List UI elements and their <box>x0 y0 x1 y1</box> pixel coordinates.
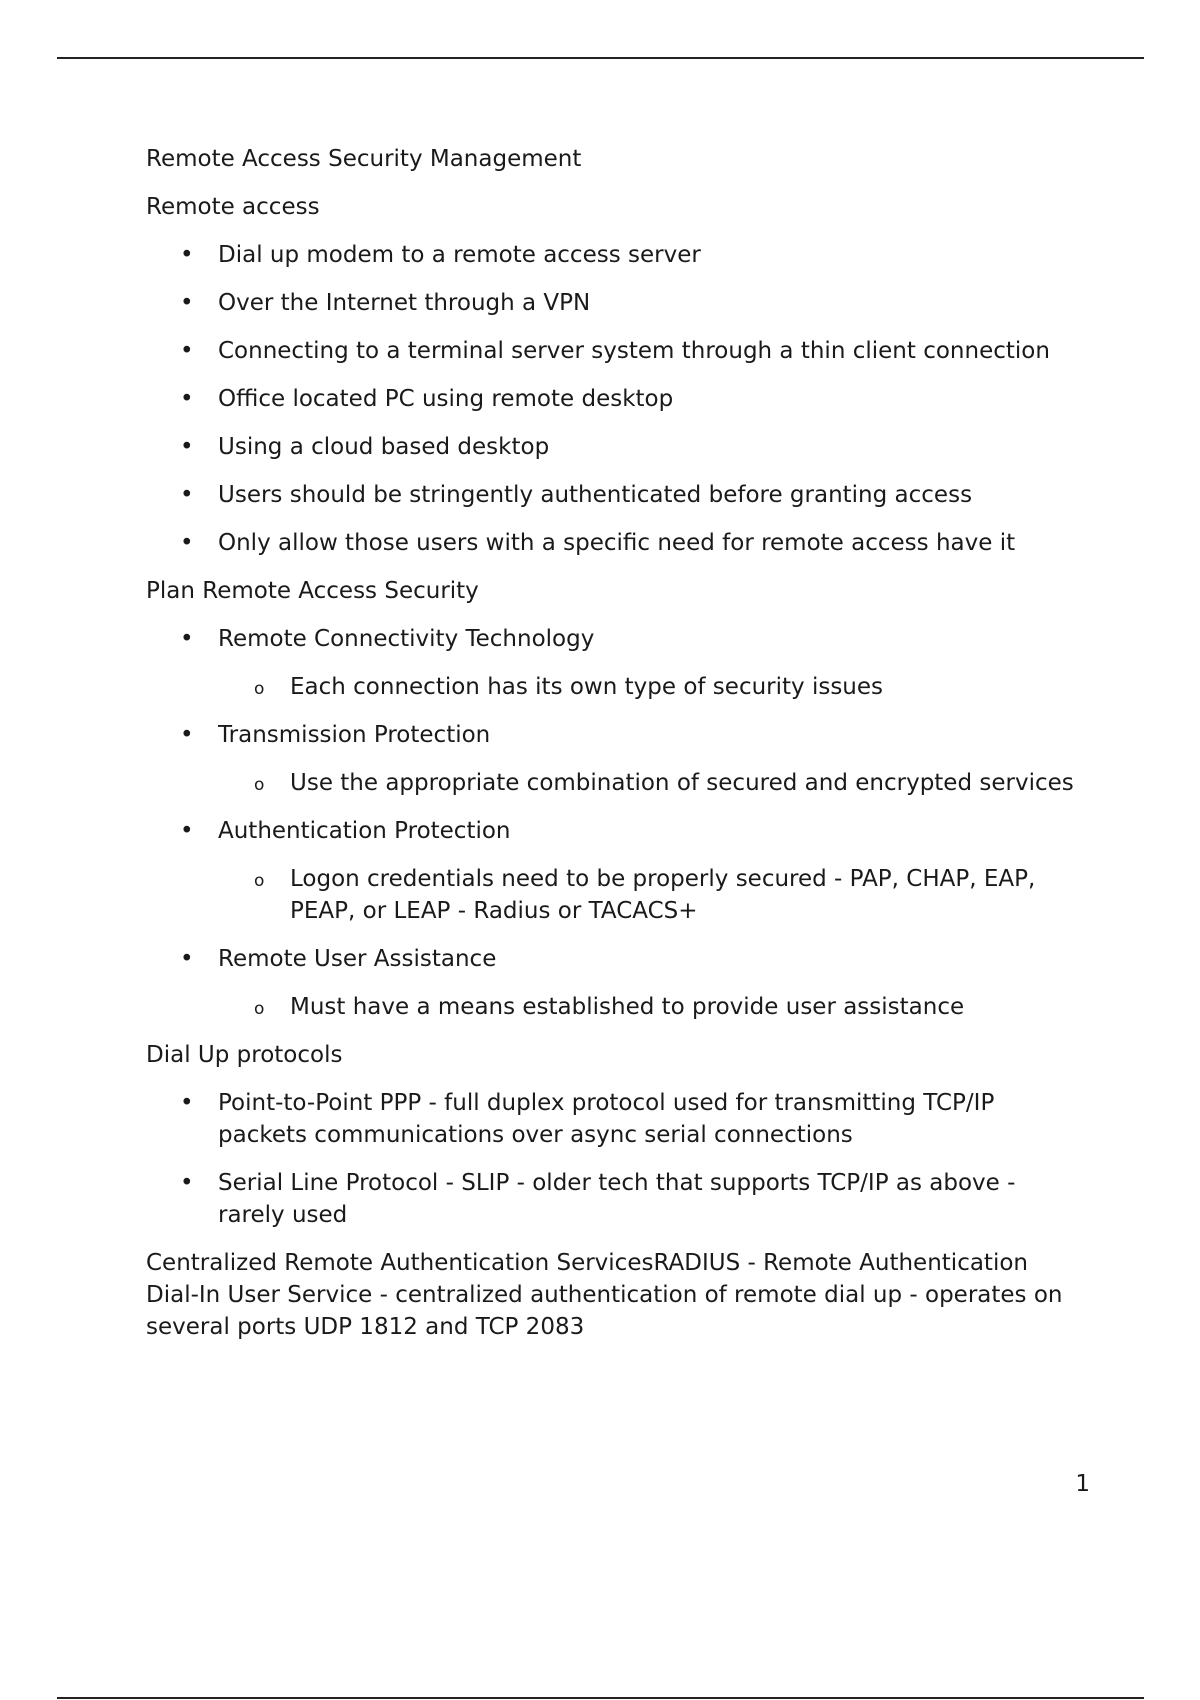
footer-rule <box>57 1697 1144 1699</box>
sub-list-item: o Logon credentials need to be properly secured - PAP, CHAP, EAP, PEAP, or LEAP - Radius or TACACS+ <box>254 866 1036 924</box>
circle-bullet-icon: o <box>254 679 265 699</box>
list-item: • Serial Line Protocol - SLIP - older tech that supports TCP/IP as above - rarely used <box>146 1167 1086 1231</box>
remote-access-list <box>146 239 1086 559</box>
header-rule <box>57 57 1144 59</box>
list-item: • Connecting to a terminal server system through a thin client connection <box>146 335 1086 367</box>
list-item: • Transmission Protection <box>146 719 1086 751</box>
bullet-icon: • <box>180 626 194 652</box>
list-item: • Office located PC using remote desktop <box>146 383 1086 415</box>
list-item: • Using a cloud based desktop <box>146 431 1086 463</box>
list-item: • Over the Internet through a VPN <box>146 287 1086 319</box>
bullet-icon: • <box>180 1170 194 1196</box>
circle-bullet-icon: o <box>254 775 265 795</box>
document-title: Remote Access Security Management <box>146 146 582 172</box>
sub-list-item: o Must have a means established to provide user assistance <box>146 991 1086 1023</box>
circle-bullet-icon: o <box>254 999 265 1019</box>
bullet-icon: • <box>180 338 194 364</box>
list-item: • Point-to-Point PPP - full duplex protocol used for transmitting TCP/IP packets communications over async serial connections <box>146 1087 1086 1151</box>
bullet-icon: • <box>180 242 194 268</box>
list-item: • Dial up modem to a remote access server <box>146 239 1086 271</box>
list-item: • Users should be stringently authenticated before granting access <box>146 479 1086 511</box>
plan-security-list <box>146 623 1086 1023</box>
bullet-icon: • <box>180 1090 194 1116</box>
bullet-icon: • <box>180 946 194 972</box>
bullet-icon: • <box>180 386 194 412</box>
list-item: • Only allow those users with a specific need for remote access have it <box>146 527 1086 559</box>
list-item: • Remote User Assistance <box>146 943 1086 975</box>
dial-up-protocols-list <box>146 1087 1086 1231</box>
bullet-icon: • <box>180 434 194 460</box>
bullet-icon: • <box>180 722 194 748</box>
list-item: • Authentication Protection <box>146 815 1086 847</box>
list-item: • Remote Connectivity Technology <box>146 623 1086 655</box>
section-heading-dial-up-protocols: Dial Up protocols <box>146 1042 343 1068</box>
bullet-icon: • <box>180 482 194 508</box>
bullet-icon: • <box>180 530 194 556</box>
circle-bullet-icon: o <box>254 871 265 891</box>
sub-list-item: o Each connection has its own type of security issues <box>146 671 1086 703</box>
bullet-icon: • <box>180 290 194 316</box>
sub-list-item: o Use the appropriate combination of secured and encrypted services <box>146 767 1086 799</box>
bullet-icon: • <box>180 818 194 844</box>
page-number: 1 <box>1075 1471 1090 1497</box>
section-heading-remote-access: Remote access <box>146 194 320 220</box>
section-heading-plan-remote-access-security: Plan Remote Access Security <box>146 578 479 604</box>
document-body <box>146 143 1086 1359</box>
closing-paragraph: Centralized Remote Authentication ServicesRADIUS - Remote Authentication Dial-In User Service - centralized authentication of remote dial up - operates on several ports UDP 1812 and TCP 2083 <box>146 1250 1063 1340</box>
